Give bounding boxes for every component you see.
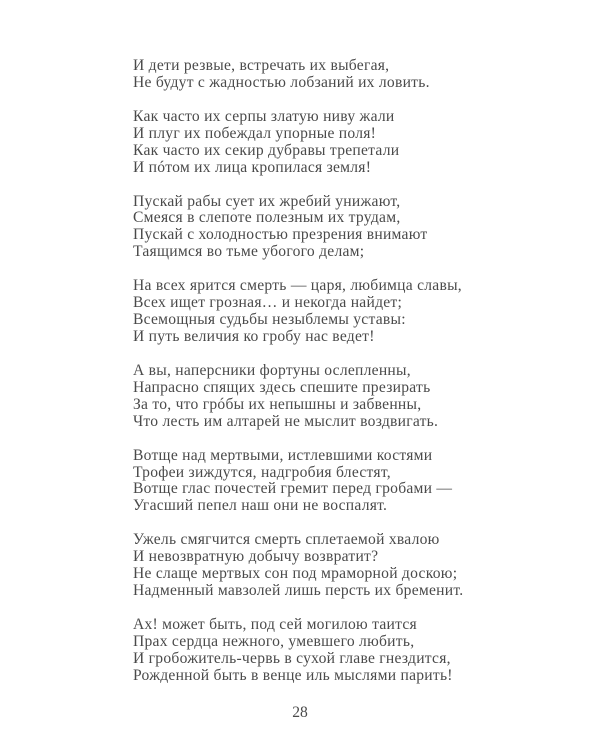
poem-line: Таящимся во тьме убогого делам;	[133, 243, 365, 261]
poem-line: И пóтом их лица кропилася земля!	[133, 158, 372, 176]
poem-line: Угасший пепел наш они не воспалят.	[133, 497, 388, 515]
poem-line: И невозвратную добычу возвратит?	[133, 548, 379, 566]
stanza	[133, 109, 463, 177]
stanza	[133, 278, 463, 346]
poem-line: А вы, наперсники фортуны ослепленны,	[133, 361, 411, 379]
poem-line: Пускай с холодностью презрения внимают	[133, 226, 428, 244]
page-number: 28	[292, 704, 308, 721]
poem-line: Пускай рабы сует их жребий унижают,	[133, 192, 401, 210]
poem-line: Не будут с жадностью лобзаний их ловить.	[133, 73, 430, 91]
poem-line: И дети резвые, встречать их выбегая,	[133, 57, 390, 74]
poem-line: Вотще над мертвыми, истлевшими костями	[133, 446, 433, 464]
stanza	[133, 58, 463, 92]
poem-line: На всех ярится смерть — царя, любимца славы,	[133, 277, 462, 295]
poem-line: Смеяся в слепоте полезным их трудам,	[133, 209, 401, 227]
poem-line: Всех ищет грозная… и некогда найдет;	[133, 294, 403, 312]
poem-line: Трофеи зиждутся, надгробия блестят,	[133, 463, 391, 481]
poem-line: Напрасно спящих здесь спешите презирать	[133, 378, 431, 396]
poem-line: Всемощныя судьбы незыблемы уставы:	[133, 311, 406, 329]
poem-line: Не слаще мертвых сон под мраморной доскою;	[133, 565, 458, 583]
poem-line: Что лесть им алтарей не мыслит воздвигать.	[133, 412, 439, 430]
stanza	[133, 363, 463, 431]
stanza	[133, 532, 463, 600]
poem-line: Как часто их секир дубравы трепетали	[133, 141, 400, 159]
poem-line: Ужель смягчится смерть сплетаемой хвалою	[133, 531, 440, 549]
poem-line: За то, что грóбы их непышны и забвенны,	[133, 395, 422, 413]
poem-line: Рожденной быть в венце иль мыслями парить!	[133, 666, 453, 684]
stanza	[133, 448, 463, 516]
poem-line: И плуг их побеждал упорные поля!	[133, 124, 377, 142]
poem-line: Как часто их серпы златую ниву жали	[133, 107, 395, 125]
poem-line: Надменный мавзолей лишь персть их бременит.	[133, 582, 464, 600]
poem-line: И путь величия ко гробу нас ведет!	[133, 328, 375, 345]
stanza	[133, 194, 463, 262]
poem-line: И гробожитель-червь в сухой главе гнездится,	[133, 649, 451, 667]
poem-line: Прах сердца нежного, умевшего любить,	[133, 632, 415, 650]
poem-line: Ах! может быть, под сей могилою таится	[133, 615, 417, 633]
poem-line: Вотще глас почестей гремит перед гробами —	[133, 480, 453, 498]
stanza	[133, 617, 463, 685]
poem-text	[133, 58, 463, 702]
